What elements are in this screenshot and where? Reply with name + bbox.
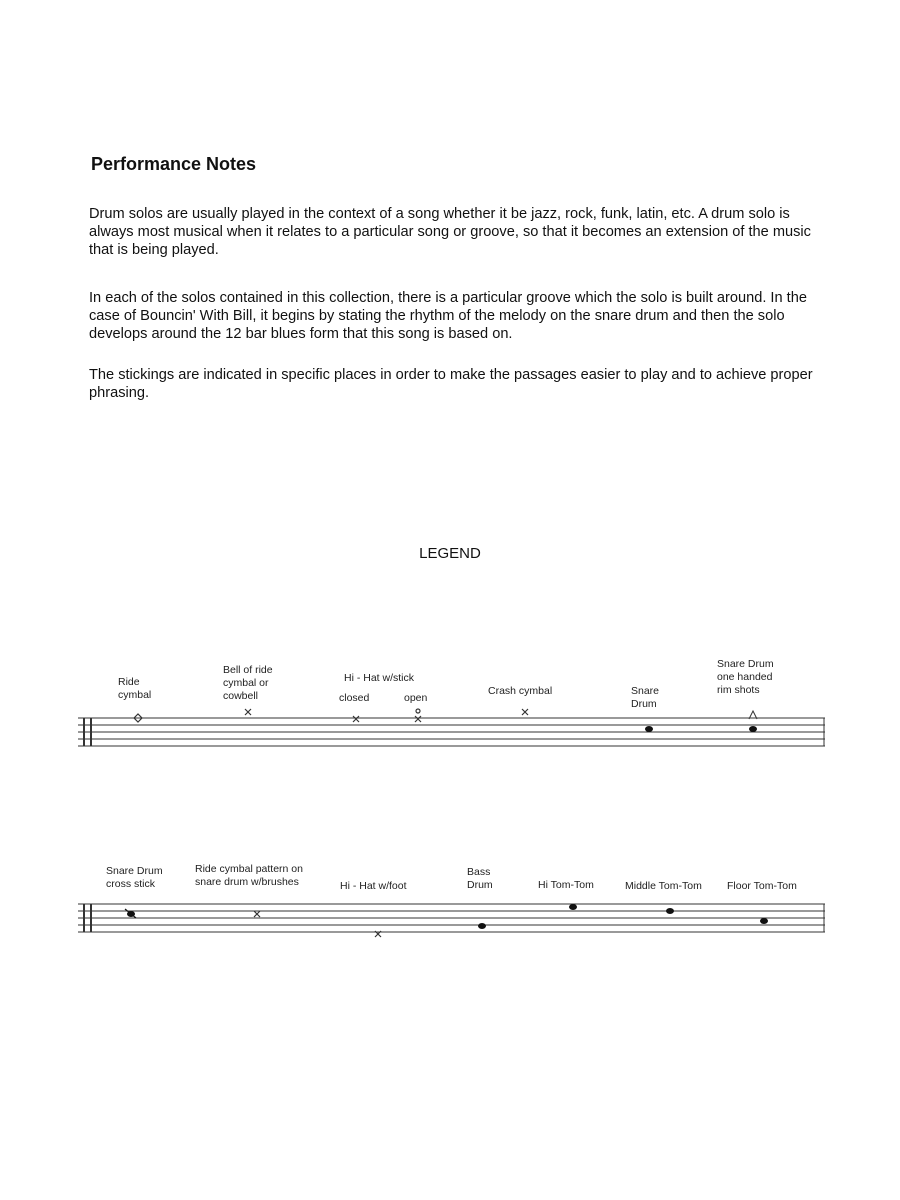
legend-staff-1 <box>0 700 900 760</box>
paragraph-2: In each of the solos contained in this collection, there is a particular groove which the solo is built around. In the case of Bouncin' With Bill, it begins by stating the rhythm of the melody on the snare drum and then the solo develops around the 12 bar blues form that this song is based on. <box>89 290 807 342</box>
staff-lines <box>78 904 825 932</box>
crash-cymbal-note <box>522 709 528 715</box>
label-snare-drum: Snare Drum <box>631 685 660 710</box>
page-heading: Performance Notes <box>91 154 257 174</box>
label-snare-rim-shots: Snare Drum one handed rim shots <box>717 658 774 696</box>
legend-title: LEGEND <box>419 545 481 562</box>
brush-pattern-note <box>254 911 260 917</box>
hihat-closed-note <box>353 716 359 722</box>
label-bass-drum: Bass Drum <box>467 866 493 891</box>
label-middle-tom: Middle Tom-Tom <box>625 880 702 892</box>
label-floor-tom: Floor Tom-Tom <box>727 880 797 892</box>
floor-tom-note <box>760 918 768 924</box>
label-hihat-closed: closed <box>339 692 370 704</box>
label-hihat-stick: Hi - Hat w/stick <box>344 672 415 684</box>
paragraph-3: The stickings are indicated in specific places in order to make the passages easier to play and to achieve proper phrasing. <box>89 367 813 401</box>
label-brushes: Ride cymbal pattern on snare drum w/brushes <box>195 863 303 888</box>
label-cross-stick: Snare Drum cross stick <box>106 865 163 890</box>
open-mark <box>416 709 420 713</box>
label-hihat-open: open <box>404 692 428 704</box>
snare-rim-shot-note <box>749 726 757 732</box>
cross-stick-note <box>125 909 136 918</box>
bell-of-ride-note <box>245 709 251 715</box>
paragraph-1: Drum solos are usually played in the context of a song whether it be jazz, rock, funk, latin, etc. A drum solo is always most musical when it relates to a particular song or groove, so that it becomes an extension of the music that is being played. <box>89 206 811 258</box>
legend-staff-2 <box>0 888 900 948</box>
label-bell-of-ride: Bell of ride cymbal or cowbell <box>223 664 273 702</box>
label-crash-cymbal: Crash cymbal <box>488 685 553 697</box>
staff-lines <box>78 718 825 746</box>
middle-tom-note <box>666 908 674 914</box>
bass-drum-note <box>478 923 486 929</box>
hihat-open-note <box>415 716 421 722</box>
hi-tom-note <box>569 904 577 910</box>
label-ride-cymbal: Ride cymbal <box>118 676 152 701</box>
label-hi-tom: Hi Tom-Tom <box>538 879 594 891</box>
snare-drum-note <box>645 726 653 732</box>
label-hihat-foot: Hi - Hat w/foot <box>340 880 407 892</box>
